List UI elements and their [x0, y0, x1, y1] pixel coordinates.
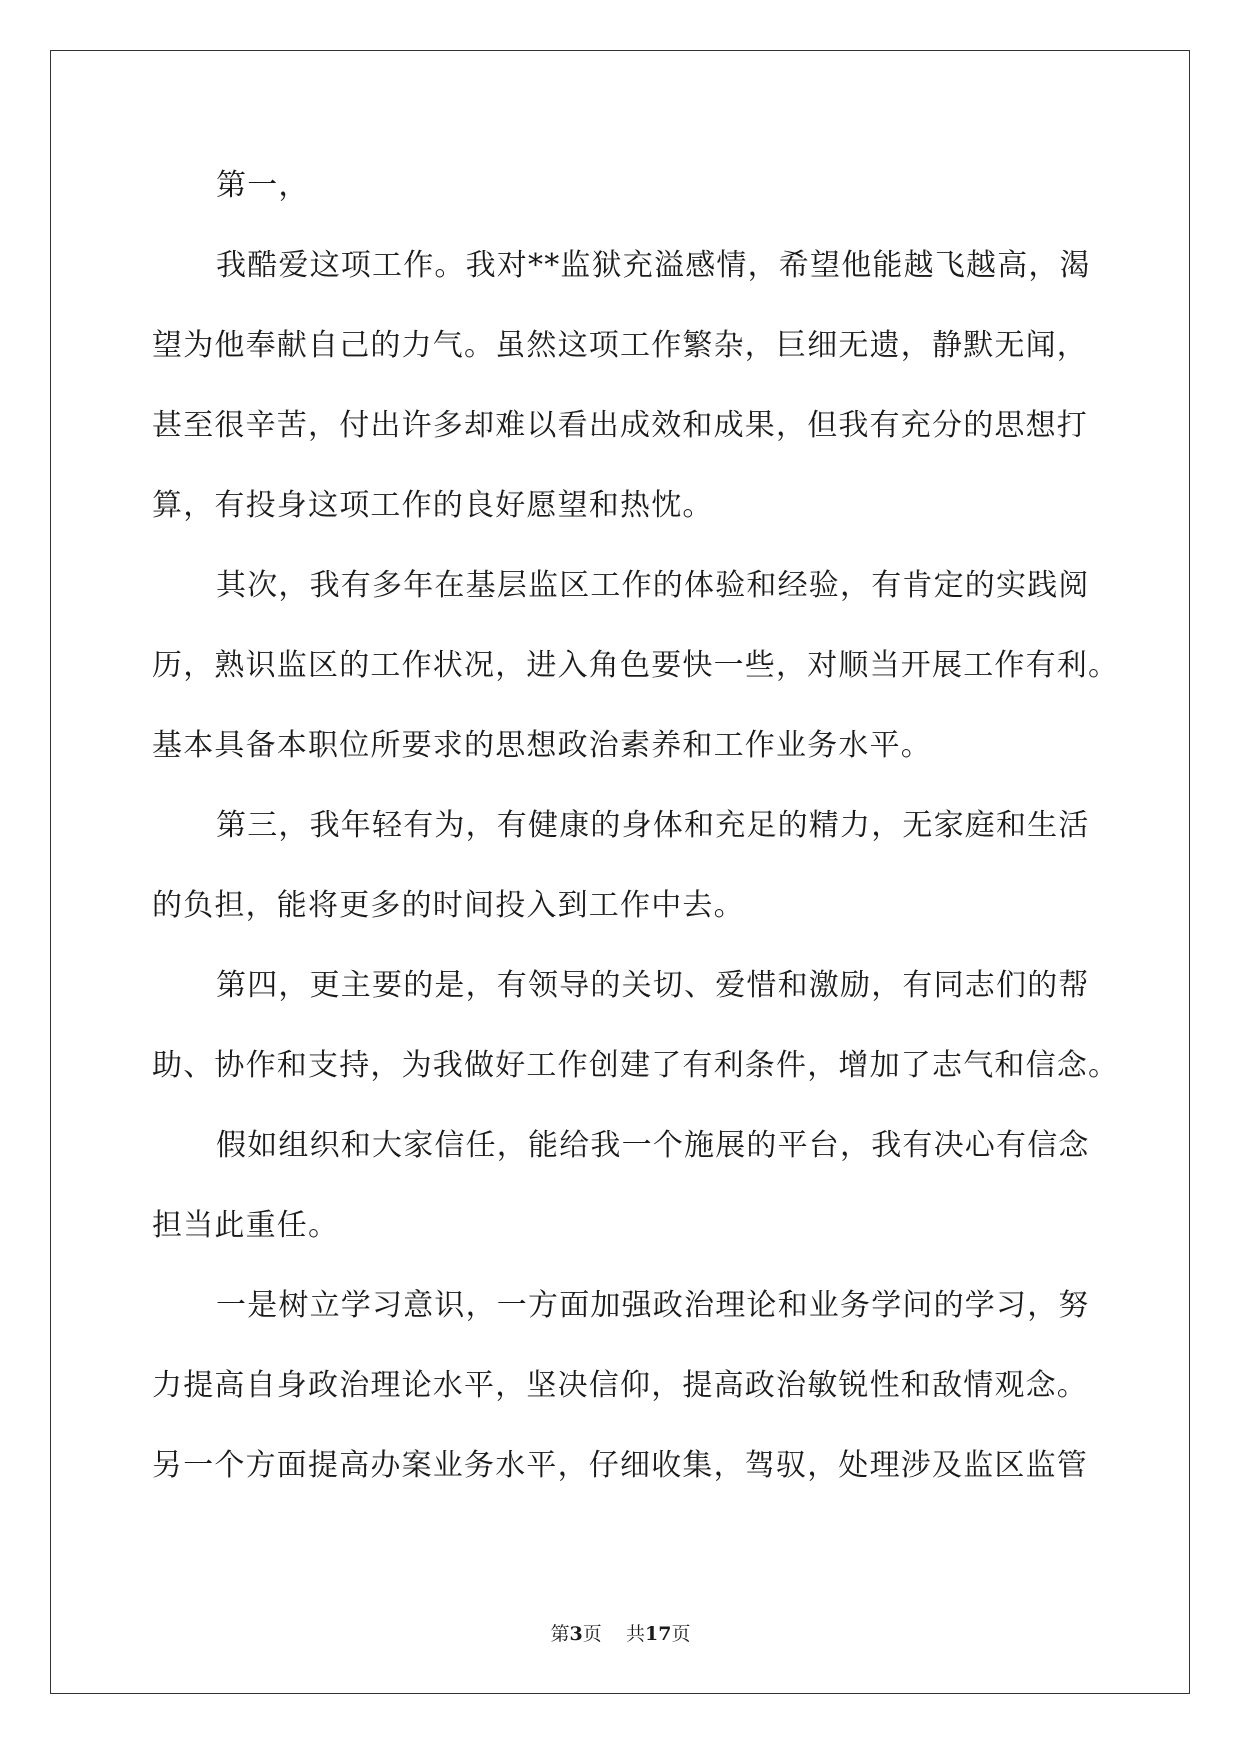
- text-line: 力提高自身政治理论水平，坚决信仰，提高政治敏锐性和敌情观念。: [152, 1368, 1088, 1403]
- text-line: 一是树立学习意识，一方面加强政治理论和业务学问的学习，努: [216, 1288, 1090, 1323]
- text-line: 第三，我年轻有为，有健康的身体和充足的精力，无家庭和生活: [216, 808, 1090, 843]
- footer-total-prefix: 共: [625, 1623, 645, 1645]
- footer-current-page: 3: [569, 1623, 583, 1645]
- footer-page-word: 页: [582, 1623, 602, 1645]
- text-line: 我酷爱这项工作。我对**监狱充溢感情，希望他能越飞越高，渴: [216, 248, 1091, 283]
- text-line: 假如组织和大家信任，能给我一个施展的平台，我有决心有信念: [216, 1128, 1090, 1163]
- text-line: 甚至很辛苦，付出许多却难以看出成效和成果，但我有充分的思想打: [152, 408, 1088, 443]
- footer-total-suffix: 页: [671, 1623, 691, 1645]
- text-line: 望为他奉献自己的力气。虽然这项工作繁杂，巨细无遗，静默无闻，: [152, 328, 1088, 363]
- page-footer: [0, 1622, 1241, 1646]
- footer-prefix: 第: [550, 1623, 570, 1645]
- text-line: 历，熟识监区的工作状况，进入角色要快一些，对顺当开展工作有利。: [152, 648, 1120, 683]
- text-line: 基本具备本职位所要求的思想政治素养和工作业务水平。: [152, 728, 932, 763]
- text-line: 的负担，能将更多的时间投入到工作中去。: [152, 888, 745, 923]
- text-line: 另一个方面提高办案业务水平，仔细收集，驾驭，处理涉及监区监管: [152, 1448, 1088, 1483]
- text-line: 第四，更主要的是，有领导的关切、爱惜和激励，有同志们的帮: [216, 968, 1090, 1003]
- text-line: 助、协作和支持，为我做好工作创建了有利条件，增加了志气和信念。: [152, 1048, 1120, 1083]
- footer-total-pages: 17: [644, 1623, 672, 1645]
- document-body: [152, 162, 1120, 1522]
- text-line: 算，有投身这项工作的良好愿望和热忱。: [152, 488, 714, 523]
- text-line: 第一，: [216, 168, 310, 203]
- text-line: 担当此重任。: [152, 1208, 340, 1243]
- text-line: 其次，我有多年在基层监区工作的体验和经验，有肯定的实践阅: [216, 568, 1090, 603]
